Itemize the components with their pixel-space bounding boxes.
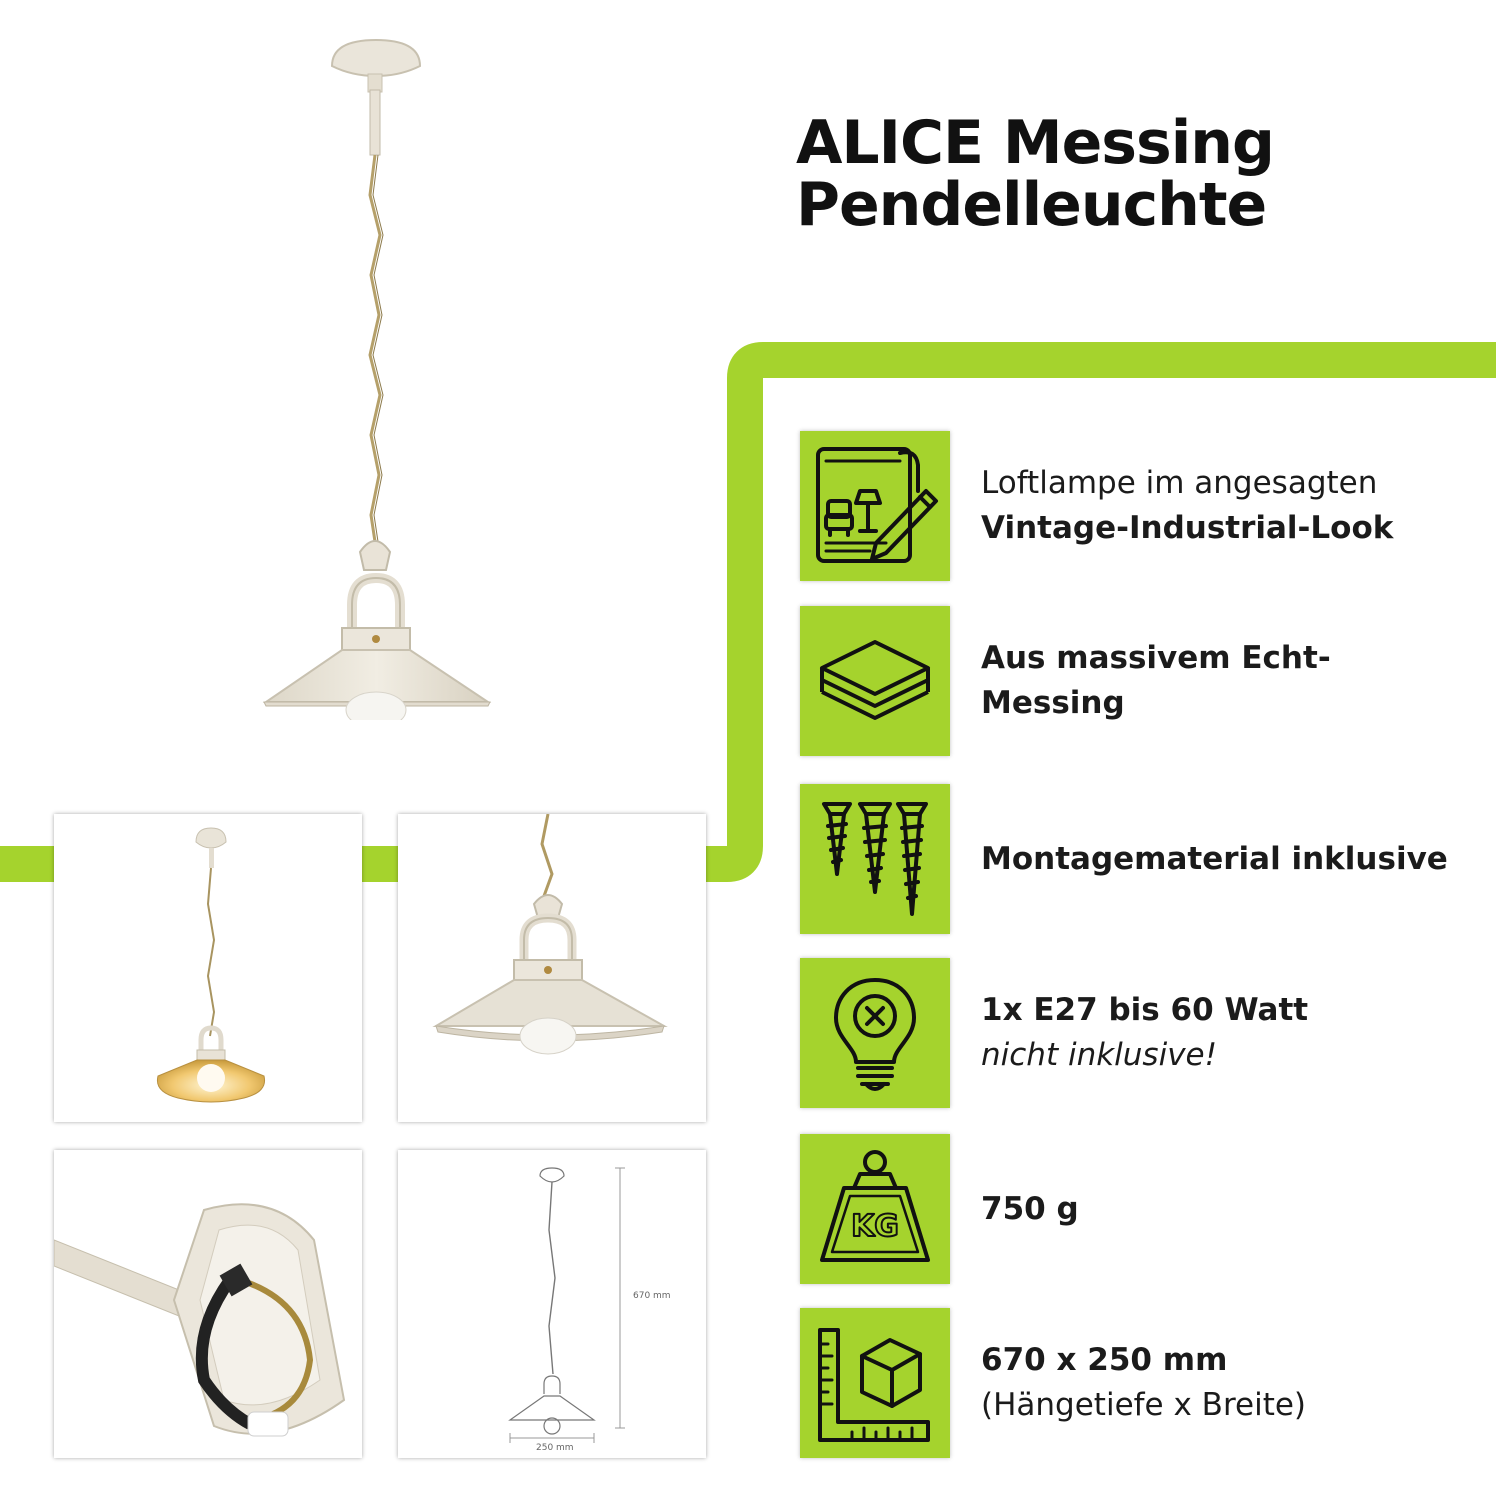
bulb-x-icon — [800, 958, 950, 1108]
thumbnail-lamp-shade-image — [398, 814, 706, 1122]
layers-icon — [800, 606, 950, 756]
feature-dimensions-line-1: 670 x 250 mm — [981, 1342, 1228, 1378]
feature-text — [981, 606, 1461, 756]
feature-text — [981, 1134, 1461, 1284]
feature-material-line-2: Messing — [981, 685, 1125, 721]
thumbnail-lamp-lit-image — [54, 814, 362, 1122]
feature-material — [800, 606, 1460, 756]
feature-icon-box — [800, 1134, 950, 1284]
feature-weight — [800, 1134, 1460, 1284]
feature-icon-box — [800, 1308, 950, 1458]
feature-vintage-look — [800, 431, 1460, 581]
thumbnail-lamp-lit[interactable] — [54, 814, 362, 1122]
feature-weight-line-1: 750 g — [981, 1190, 1079, 1227]
feature-text — [981, 1308, 1461, 1458]
feature-dimensions — [800, 1308, 1460, 1458]
feature-dimensions-line-2: (Hängetiefe x Breite) — [981, 1387, 1307, 1423]
dimension-height-label: 670 mm — [633, 1291, 671, 1301]
thumbnail-socket-detail[interactable] — [54, 1150, 362, 1458]
feature-text — [981, 784, 1461, 934]
feature-icon-box — [800, 784, 950, 934]
dimensions-icon — [800, 1308, 950, 1458]
feature-text — [981, 431, 1461, 581]
feature-bulb-line-1: 1x E27 bis 60 Watt — [981, 992, 1309, 1028]
thumbnail-lamp-shade-closeup[interactable] — [398, 814, 706, 1122]
product-title-line-1: ALICE Messing — [796, 108, 1274, 178]
weight-icon-label: KG — [851, 1209, 899, 1244]
thumbnail-socket-image — [54, 1150, 362, 1458]
feature-mounting — [800, 784, 1460, 934]
thumbnail-dimension-drawing[interactable] — [398, 1150, 706, 1458]
feature-bulb-line-2: nicht inklusive! — [981, 1037, 1218, 1073]
feature-icon-box — [800, 431, 950, 581]
feature-icon-box — [800, 958, 950, 1108]
feature-material-line-1: Aus massivem Echt- — [981, 640, 1331, 676]
product-title-line-2: Pendelleuchte — [796, 170, 1267, 240]
feature-text — [981, 958, 1461, 1108]
interior-design-icon — [800, 431, 950, 581]
feature-icon-box — [800, 606, 950, 756]
screws-icon — [800, 784, 950, 934]
product-title — [796, 108, 1274, 240]
feature-vintage-line-1: Loftlampe im angesagten — [981, 465, 1378, 501]
feature-vintage-line-2: Vintage-Industrial-Look — [981, 510, 1394, 546]
weight-kg-icon — [800, 1134, 950, 1284]
dimension-drawing-image — [398, 1150, 706, 1458]
feature-bulb — [800, 958, 1460, 1108]
hero-lamp-image — [230, 30, 520, 720]
dimension-width-label: 250 mm — [536, 1443, 574, 1453]
feature-mounting-line-1: Montagematerial inklusive — [981, 840, 1448, 877]
